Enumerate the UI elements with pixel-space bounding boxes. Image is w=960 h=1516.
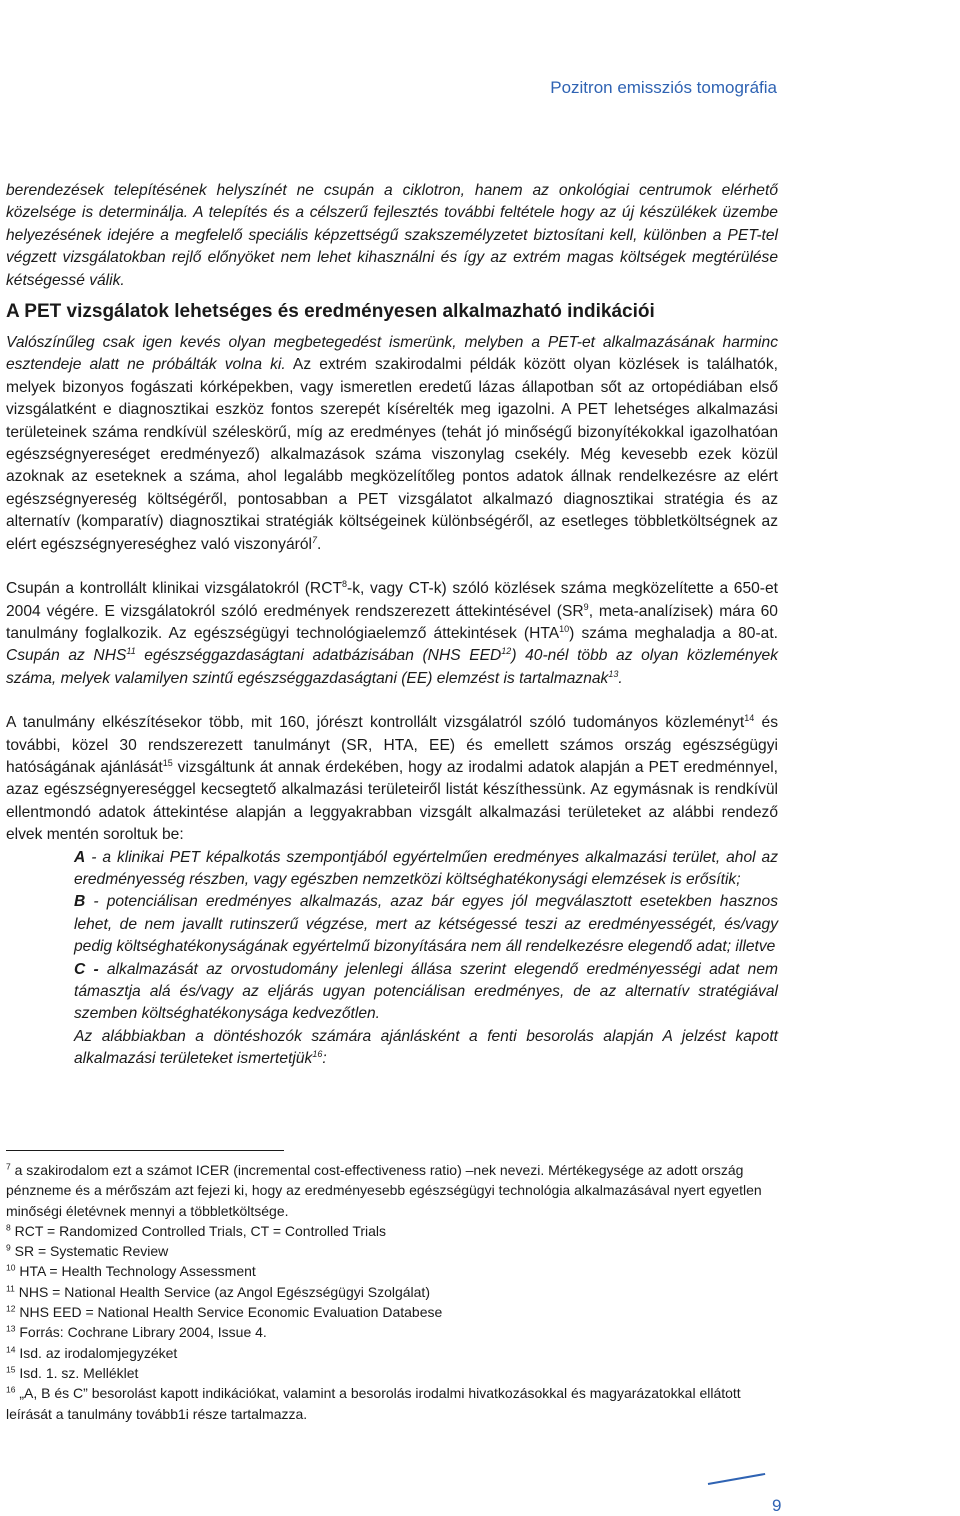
text-segment-italic: Csupán az NHS xyxy=(6,647,127,665)
footnote-ref-8: 8 xyxy=(342,578,348,589)
running-header-title: Pozitron emissziós tomográfia xyxy=(550,78,777,97)
footnote-number: 15 xyxy=(6,1364,16,1375)
footnote-text: Isd. 1. sz. Melléklet xyxy=(15,1364,139,1381)
footnote-number: 9 xyxy=(6,1242,11,1253)
category-letter-b: B xyxy=(74,893,86,911)
paragraph-method xyxy=(6,712,778,846)
paragraph-rct-count xyxy=(6,578,778,690)
footnote-ref-14: 14 xyxy=(744,712,755,723)
footnote-ref-13: 13 xyxy=(608,668,619,679)
footnote-ref-7: 7 xyxy=(311,534,317,545)
footnote-item xyxy=(6,1221,766,1241)
footnote-item xyxy=(6,1322,766,1342)
footnote-number: 11 xyxy=(6,1283,15,1294)
footnote-text: SR = Systematic Review xyxy=(10,1243,169,1260)
footnote-ref-9: 9 xyxy=(583,601,589,612)
document-body xyxy=(6,180,778,1071)
text-segment-italic: . xyxy=(618,669,623,687)
category-text-c: alkalmazását az orvostudomány jelenlegi állása szerint elegendő eredményességi adat nem támasztja alá és/vagy az eljárás ugyan potenciálisan eredményes, de az alternatív stratégiával szemben költséghatékonysága kedvezőtlen. xyxy=(74,960,778,1023)
footnote-number: 7 xyxy=(6,1161,11,1172)
paragraph-indications xyxy=(6,332,778,556)
footnote-text: NHS = National Health Service (az Angol Egészségügyi Szolgálat) xyxy=(14,1283,430,1300)
footnote-number: 13 xyxy=(6,1323,16,1334)
footnote-item xyxy=(6,1302,766,1322)
category-letter-a: A xyxy=(74,848,86,866)
footnote-ref-12: 12 xyxy=(501,646,512,657)
footnote-number: 16 xyxy=(6,1384,16,1395)
text-segment: ) száma meghaladja a 80-at. xyxy=(569,624,779,642)
text-segment: és további, közel 30 rendszerezett tanulmányt (SR, HTA, EE) és emellett számos ország egészségügyi hatóságának ajánlását xyxy=(6,714,778,776)
footnote-item xyxy=(6,1160,766,1221)
footnote-item xyxy=(6,1343,766,1363)
closing-text: Az alábbiakban a döntéshozók számára ajánlásként a fenti besorolás alapján A jelzést kapott alkalmazási területeket ismertetjük xyxy=(74,1027,778,1068)
footnote-ref-11: 11 xyxy=(126,646,136,657)
footnote-number: 10 xyxy=(6,1262,16,1273)
footnote-text: „A, B és C” besorolást kapott indikációkat, valamint a besorolás irodalmi hivatkozásokkal és magyarázatokkal ellátott leírását a tanulmány tovább1i része tartalmazza. xyxy=(6,1385,741,1422)
text-segment: , meta-analízisek) mára 60 tanulmány foglalkozik. Az egészségügyi technológiaelemző áttekintések (HTA xyxy=(6,602,778,642)
closing-paragraph xyxy=(74,1026,778,1071)
footnote-number: 8 xyxy=(6,1222,11,1233)
footnote-item xyxy=(6,1241,766,1261)
footnote-text: Isd. az irodalomjegyzéket xyxy=(15,1344,178,1361)
footnote-text: NHS EED = National Health Service Economic Evaluation Databese xyxy=(15,1304,443,1321)
footnote-text: Forrás: Cochrane Library 2004, Issue 4. xyxy=(15,1324,267,1341)
footnote-text: RCT = Randomized Controlled Trials, CT = Controlled Trials xyxy=(10,1222,387,1239)
footnote-text: HTA = Health Technology Assessment xyxy=(15,1263,256,1280)
page-number: 9 xyxy=(772,1496,782,1515)
section-heading: A PET vizsgálatok lehetséges és eredményesen alkalmazható indikációi xyxy=(6,301,655,323)
paragraph-indications-text: Az extrém szakirodalmi példák között olyan közlések is találhatók, melyek bizonyos fogászati kórképekben, vagy ismeretlen eredetű lázas állapotban sőt az ortopédiában első vizsgálatként e diagnosztikai eszköz fontos szerepét kísérelték meg igazolni. A PET lehetséges alkalmazási területeinek száma rendkívül széleskörű, míg az eredményes (tehát jó minőségű bizonyítékokkal igazolhatóan egészségnyereséget eredményező) alkalmazások száma viszonylag csekély. Még kevesebb ezek közül azoknak az eseteknek a száma, ahol legalább megközelítőleg pontos adatok állnak rendelkezésre az elért egészségnyereség költségéről, pontosabban a PET vizsgálatot alkalmazó diagnosztikai stratégia és az alternatív (komparatív) diagnosztikai stratégiák költségeinek különbségéről, az esetleges többletköltségnek az elért egészségnyereséghez való viszonyáról xyxy=(6,356,778,553)
footnote-ref-16: 16 xyxy=(312,1049,323,1060)
category-letter-c: C - xyxy=(74,960,99,978)
category-text-a: - a klinikai PET képalkotás szempontjából egyértelműen eredményes alkalmazási terület, ahol az eredményesség részben, vagy egészben nemzetközi költséghatékonysági elemzések is erősítik; xyxy=(74,848,778,888)
text-segment: -k, vagy CT-k) szóló közlések száma megközelítette a 650-et 2004 végére. E vizsgálatokról szóló eredmények rendszerezett áttekintésével (SR xyxy=(6,580,778,620)
text-segment: vizsgáltunk át annak érdekében, hogy az irodalmi adatok alapján a PET eredménnyel, azaz egészségnyereséggel kecsegtető alkalmazási területeiről listát készíthessünk. Az egymásnak is rendkívül ellentmondó adatok áttekintése alapján a leggyakrabban vizsgált alkalmazási területeket az alábbi rendező elvek mentén soroltuk be: xyxy=(6,758,778,844)
text-segment: A tanulmány elkészítésekor több, mit 160, jórészt kontrollált vizsgálatról szóló tudományos közleményt xyxy=(6,714,745,732)
decorative-line xyxy=(708,1473,765,1485)
footnote-ref-10: 10 xyxy=(559,623,570,634)
footnote-number: 14 xyxy=(6,1344,16,1355)
footnote-item xyxy=(6,1363,766,1383)
footnote-ref-15: 15 xyxy=(162,757,173,768)
paragraph-intro: berendezések telepítésének helyszínét ne csupán a ciklotron, hanem az onkológiai centrumok elérhető közelsége is determinálja. A telepítés és a célszerű fejlesztés további feltétele hogy az új készülékek üzembe helyezésének idejére a megfelelő speciális képzettségű szakszemélyzetet biztosítani kell, különben a PET-tel végzett vizsgálatokban rejlő előnyöket nem lehet kihasználni és így az extrém magas költségek megtérülése kétségessé válik. xyxy=(6,182,778,289)
footnote-divider xyxy=(6,1150,284,1151)
footnote-item xyxy=(6,1383,766,1424)
category-item-c xyxy=(74,959,778,1026)
footnote-number: 12 xyxy=(6,1303,16,1314)
category-text-b: - potenciálisan eredményes alkalmazás, azaz bár egyes jól megválasztott esetekben hasznos lehet, de nem javallt rutinszerű végzése, mert az kétségessé teszi az eredményességét, és/vagy pedig költséghatékonyságának egyértelmű bizonyítására nem áll rendelkezésre elegendő adat; illetve xyxy=(74,893,778,956)
paragraph-indications-end: . xyxy=(317,535,322,553)
text-segment: Csupán a kontrollált klinikai vizsgálatokról (RCT xyxy=(6,580,342,598)
footnote-text: a szakirodalom ezt a számot ICER (incremental cost-effectiveness ratio) –nek nevezi. Mértékegysége az adott ország pénzneme és a mérőszám azt fejezi ki, hogy az eredményesebb egészségügyi technológia alkalmazásával nyert egyetlen minőségi életévnek mennyi a többletköltsége. xyxy=(6,1162,762,1219)
footnote-item xyxy=(6,1282,766,1302)
category-item-a xyxy=(74,847,778,892)
footnotes xyxy=(6,1160,766,1424)
paragraph-indications-italic: Valószínűleg csak igen kevés olyan megbetegedést ismerünk, melyben a PET-et alkalmazásának harminc esztendeje alatt ne próbálták volna ki. xyxy=(6,334,778,374)
text-segment-italic: ) 40-nél több az olyan közlemények száma, melyek valamilyen szintű egészséggazdaságtani (EE) elemzést is tartalmaznak xyxy=(6,647,778,687)
category-item-b xyxy=(74,891,778,958)
footnote-item xyxy=(6,1261,766,1281)
closing-end: : xyxy=(322,1050,327,1068)
text-segment-italic: egészséggazdaságtani adatbázisában (NHS EED xyxy=(135,647,502,665)
